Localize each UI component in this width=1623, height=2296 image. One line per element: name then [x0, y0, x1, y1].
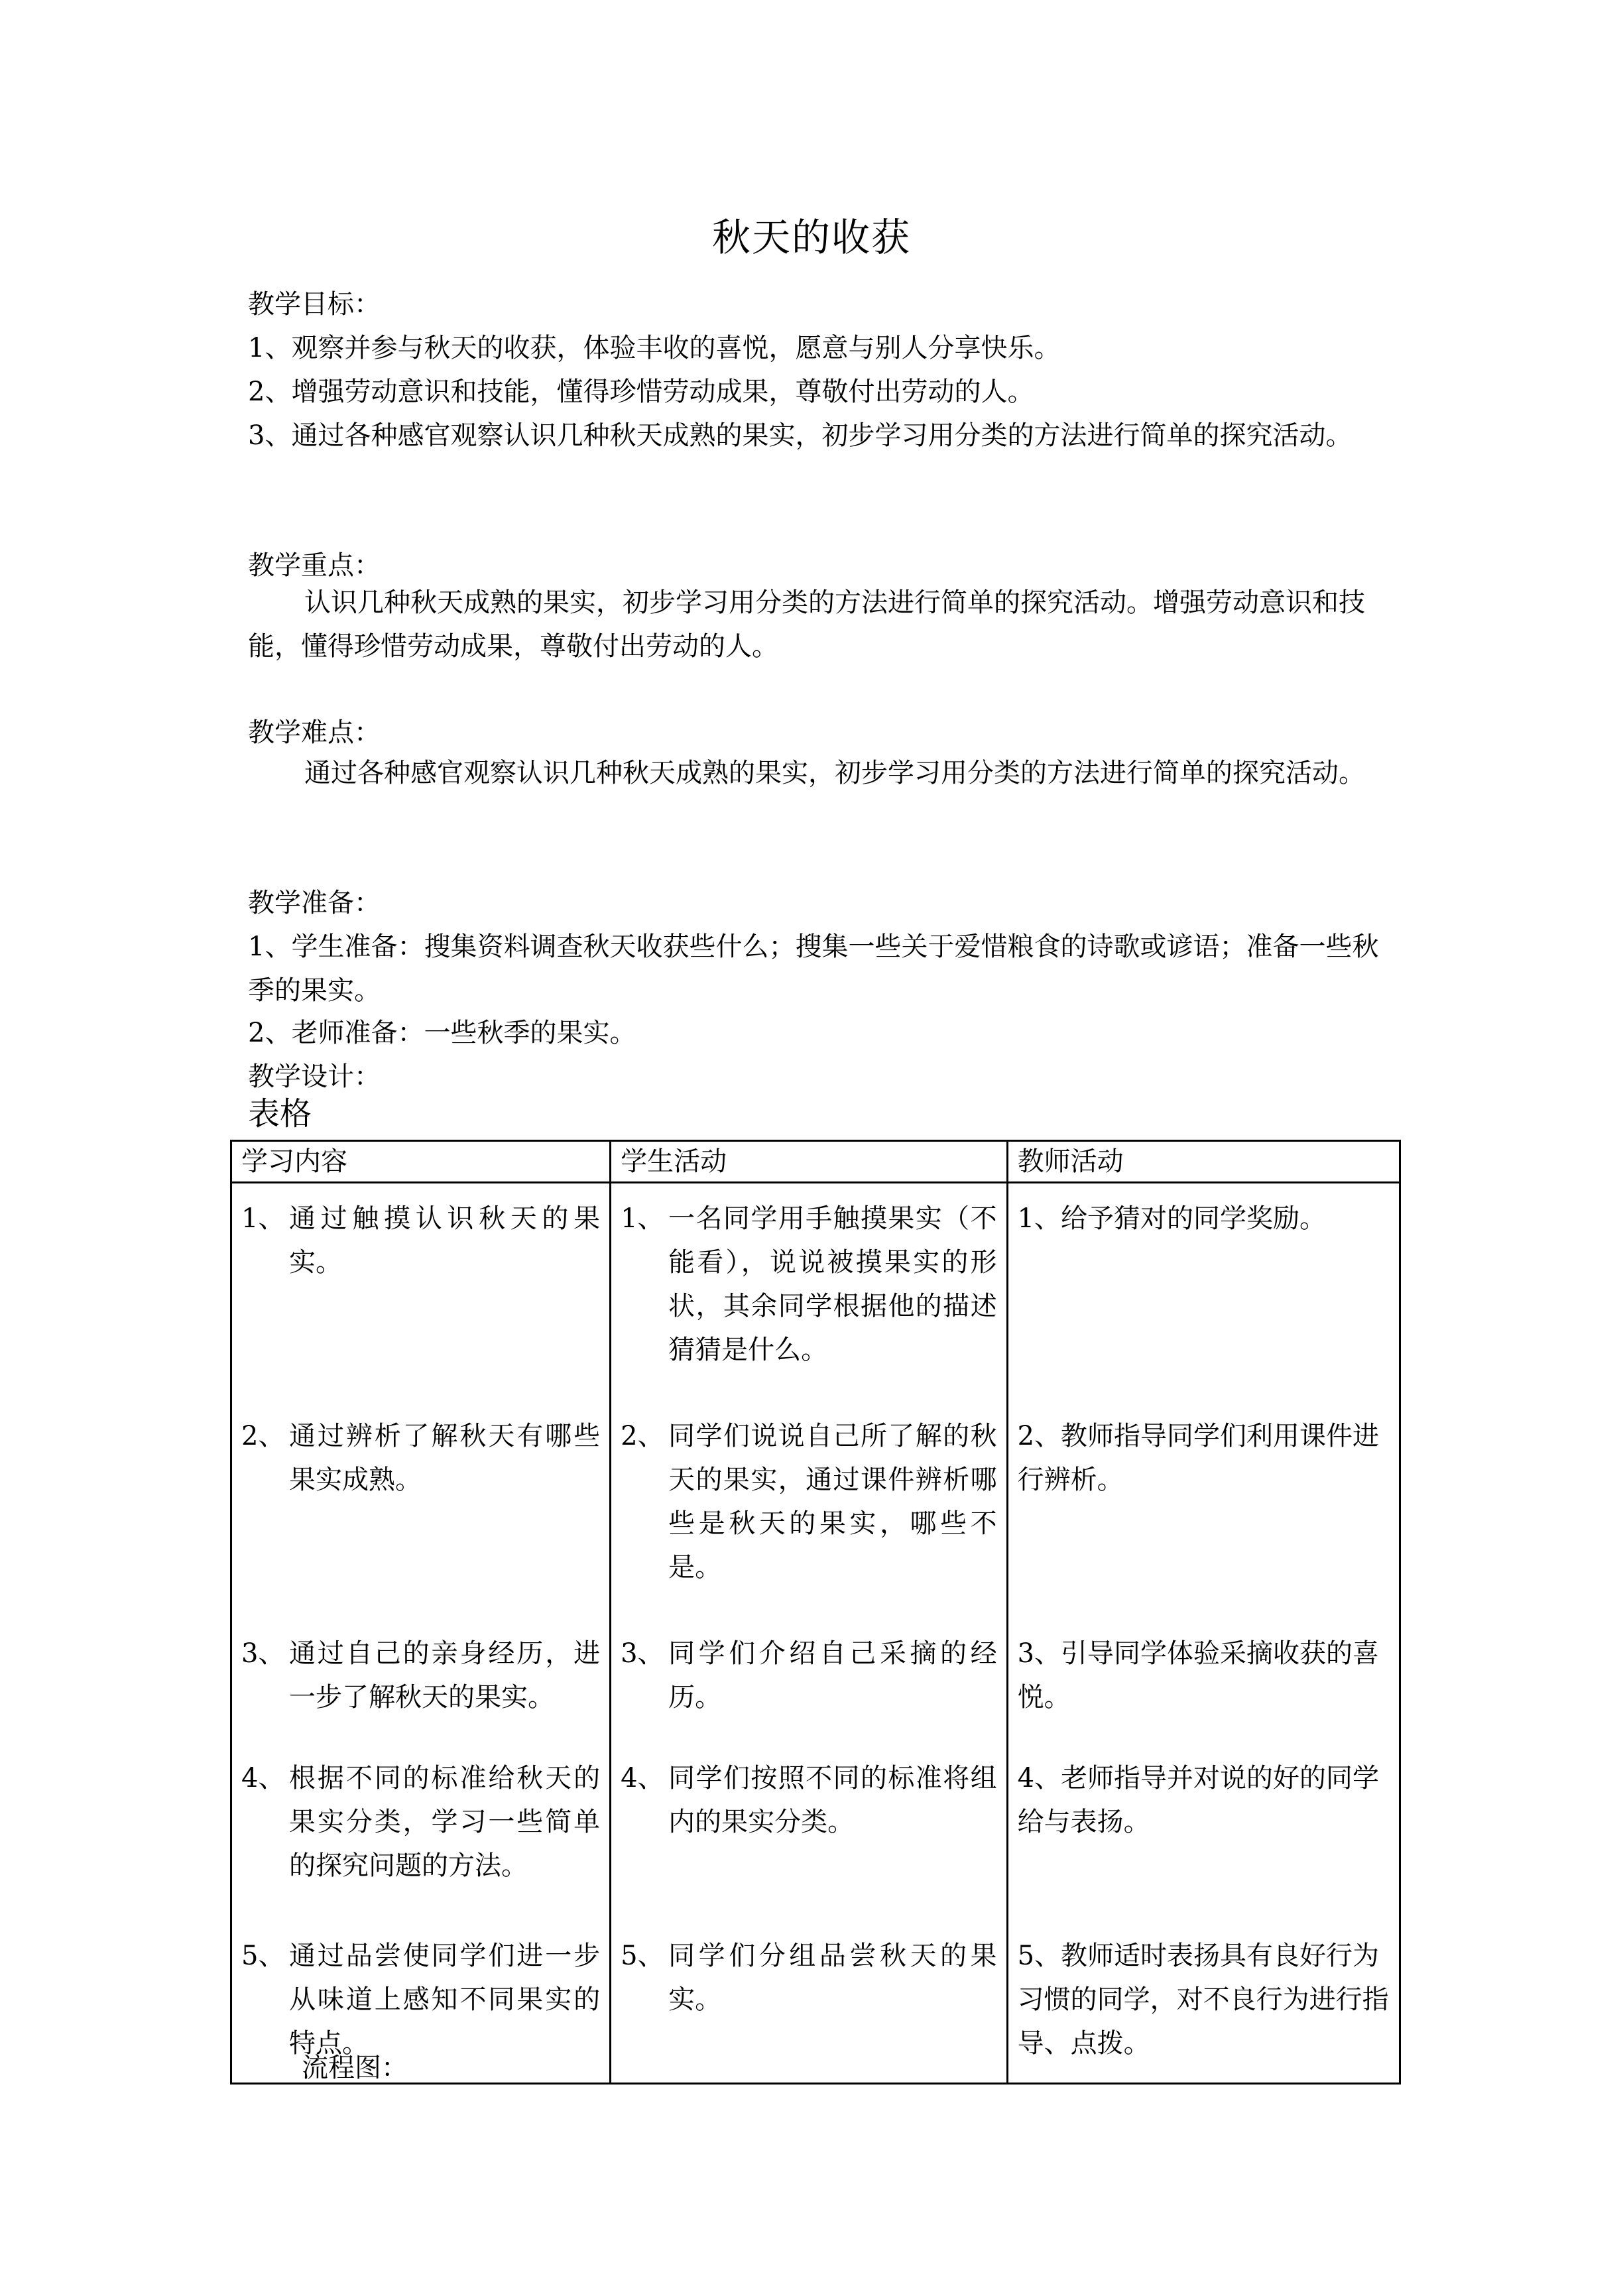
goal-item: 2、增强劳动意识和技能，懂得珍惜劳动成果，尊敬付出劳动的人。: [248, 377, 1034, 407]
key-points-heading: 教学重点：: [248, 550, 381, 581]
content-item: 1、 通过触摸认识秋天的果实。: [241, 1203, 601, 1278]
preparation-item: 1、学生准备：搜集资料调查秋天收获些什么；搜集一些关于爱惜粮食的诗歌或谚语；准备一些秋季的果实。: [248, 932, 1379, 1006]
header-teacher: 教师活动: [1007, 1141, 1400, 1183]
teacher-item: 5、教师适时表扬具有良好行为习惯的同学，对不良行为进行指导、点拨。: [1017, 1941, 1389, 2059]
design-heading: 教学设计：: [248, 1061, 381, 1092]
goal-item: 3、通过各种感官观察认识几种秋天成熟的果实，初步学习用分类的方法进行简单的探究活动。: [248, 420, 1352, 451]
page-title: 秋天的收获: [711, 215, 911, 260]
content-cell: [231, 1183, 611, 2084]
student-item: 2、 同学们说说自己所了解的秋天的果实，通过课件辨析哪些是秋天的果实，哪些不是。: [621, 1421, 997, 1583]
goal-item: 1、观察并参与秋天的收获，体验丰收的喜悦，愿意与别人分享快乐。: [248, 333, 1061, 363]
preparation-heading: 教学准备：: [248, 888, 381, 918]
student-item: 4、 同学们按照不同的标准将组内的果实分类。: [621, 1763, 997, 1837]
table-caption: 表格: [248, 1095, 312, 1132]
flowchart-label: 流程图：: [302, 2053, 408, 2083]
student-item: 3、 同学们介绍自己采摘的经历。: [621, 1638, 997, 1713]
teacher-item: 2、教师指导同学们利用课件进行辨析。: [1017, 1421, 1380, 1495]
content-item: 4、 根据不同的标准给秋天的果实分类，学习一些简单的探究问题的方法。: [241, 1763, 601, 1881]
teacher-item: 1、给予猜对的同学奖励。: [1017, 1203, 1327, 1234]
teacher-cell: [1007, 1183, 1400, 2084]
difficulties-heading: 教学难点：: [248, 717, 381, 748]
preparation-item: 2、老师准备：一些秋季的果实。: [248, 1018, 636, 1048]
goals-heading: 教学目标：: [248, 289, 381, 320]
content-item: 3、 通过自己的亲身经历，进一步了解秋天的果实。: [241, 1638, 601, 1713]
key-points-text: 认识几种秋天成熟的果实，初步学习用分类的方法进行简单的探究活动。增强劳动意识和技能，懂得珍惜劳动成果，尊敬付出劳动的人。: [248, 587, 1365, 662]
content-item: 2、 通过辨析了解秋天有哪些果实成熟。: [241, 1421, 601, 1495]
teacher-item: 4、老师指导并对说的好的同学给与表扬。: [1017, 1763, 1380, 1837]
teacher-item: 3、引导同学体验采摘收获的喜悦。: [1017, 1638, 1380, 1713]
teaching-design-table: [230, 1140, 1401, 2085]
student-item: 5、 同学们分组品尝秋天的果实。: [621, 1941, 997, 2015]
content-item: 5、 通过品尝使同学们进一步从味道上感知不同果实的特点。: [241, 1941, 601, 2059]
table-header-row: [231, 1141, 1400, 1183]
header-student: 学生活动: [611, 1141, 1007, 1183]
student-cell: [611, 1183, 1007, 2084]
student-item: 1、 一名同学用手触摸果实（不能看），说说被摸果实的形状，其余同学根据他的描述猜猜是什么。: [621, 1203, 997, 1365]
table-row: [231, 1183, 1400, 2084]
header-content: 学习内容: [231, 1141, 611, 1183]
difficulties-text: 通过各种感官观察认识几种秋天成熟的果实，初步学习用分类的方法进行简单的探究活动。: [304, 758, 1365, 788]
